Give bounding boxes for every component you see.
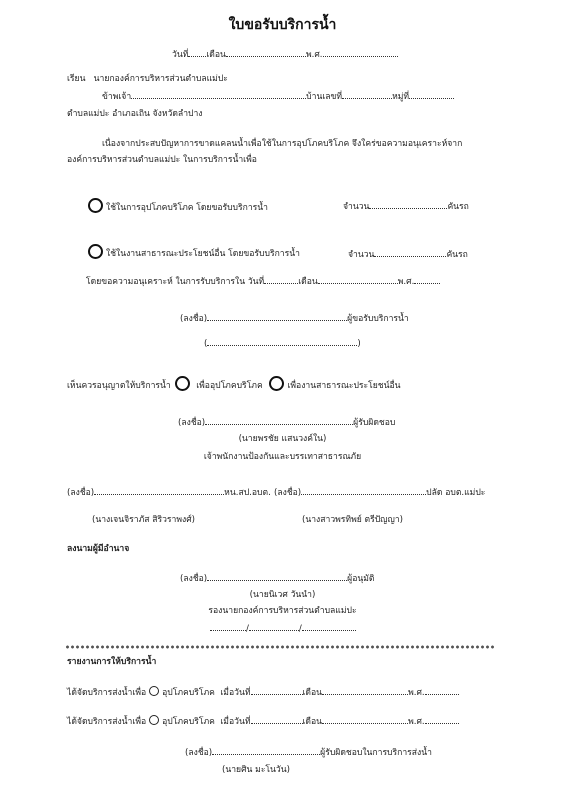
service-date-text: โดยขอความอนุเคราะห์ ในการรับบริการใน วันที่: [86, 277, 265, 287]
sign4-blank[interactable]: [207, 572, 347, 581]
month-blank[interactable]: [226, 48, 306, 57]
salutation: [67, 73, 228, 85]
report-row-1-option: อุปโภคบริโภค: [162, 688, 215, 698]
approval-option-2-radio-icon[interactable]: [269, 376, 284, 391]
sign3-right-name: (นางสาวพรทิพย์ ตรีปัญญา): [302, 515, 403, 525]
sign1-label: (ลงชื่อ): [180, 314, 208, 324]
approval-option-1-radio-icon[interactable]: [175, 376, 190, 391]
report-row-1-radio-icon[interactable]: [149, 686, 159, 696]
report-heading: รายงานการให้บริการน้ำ: [67, 657, 157, 667]
paren-open: (: [204, 339, 208, 349]
sign3-right-label: (ลงชื่อ): [274, 488, 302, 498]
day-label: วันที่: [172, 50, 189, 60]
sign3-right-blank[interactable]: [301, 486, 426, 495]
approval-option-2-label: เพื่องานสาธารณะประโยชน์อื่น: [287, 381, 401, 391]
sign2-name: (นายพรชัย แสนวงค์ใน): [238, 434, 327, 444]
approval-day-blank[interactable]: [210, 622, 246, 631]
sign4-label: (ลงชื่อ): [180, 574, 208, 584]
paren-close: ): [357, 339, 361, 349]
approver-signature: [180, 572, 375, 585]
report-row-2-year-blank[interactable]: [425, 715, 459, 724]
approval-year-blank[interactable]: [302, 622, 356, 631]
option-2-unit: คันรถ: [446, 250, 468, 260]
sign5-name: (นายศิน มะโนวัน): [222, 765, 290, 775]
sign2-blank[interactable]: [205, 416, 353, 425]
option-1-amount: [343, 200, 469, 213]
report-row-2-option: อุปโภคบริโภค: [162, 717, 215, 727]
sign4-name: (นายนิเวศ วันนำ): [249, 590, 316, 600]
sign4-role: ผู้อนุมัติ: [347, 574, 375, 584]
report-row-2-radio-icon[interactable]: [149, 715, 159, 725]
moo-blank[interactable]: [409, 90, 454, 99]
approval-month-blank[interactable]: [249, 622, 299, 631]
sign1-name-blank[interactable]: [207, 337, 357, 346]
service-month-label: เดือน: [298, 277, 318, 287]
report-row-1-year-blank[interactable]: [425, 686, 459, 695]
service-day-blank[interactable]: [264, 275, 298, 284]
requester-signature: [180, 312, 409, 325]
report-row-1-date-label: เมื่อวันที่: [220, 688, 251, 698]
salutation-to: นายกองค์การบริหารส่วนตำบลแม่ปะ: [93, 74, 228, 84]
house-no-blank[interactable]: [342, 90, 392, 99]
report-row-2-year-label: พ.ศ.: [408, 717, 425, 727]
salutation-label: เรียน: [67, 74, 86, 84]
month-label: เดือน: [206, 50, 226, 60]
report-row-2-month-label: เดือน: [302, 717, 323, 727]
service-year-blank[interactable]: [414, 275, 440, 284]
requester-line: [102, 90, 454, 103]
house-no-label: บ้านเลขที่: [306, 92, 343, 102]
report-row-2-month-blank[interactable]: [322, 715, 408, 724]
permanent-secretary-signature: [274, 486, 485, 499]
option-2-label: ใช้ในงานสาธารณะประโยชน์อื่น โดยขอรับบริการน้ำ: [106, 249, 300, 259]
address: ตำบลแม่ปะ อำเภอเถิน จังหวัดลำปาง: [67, 109, 203, 119]
approval-line: [67, 376, 401, 392]
report-row-1: [67, 686, 459, 699]
slash-1: /: [246, 624, 249, 634]
report-row-1-month-blank[interactable]: [322, 686, 408, 695]
option-2-radio-icon[interactable]: [88, 244, 103, 259]
purpose-line-1: เนื่องจากประสบปัญหาการขาดแคลนน้ำเพื่อใช้ในการอุปโภคบริโภค จึงใคร่ขอความอนุเคราะห์จาก: [102, 139, 463, 149]
report-row-2-prefix: ได้จัดบริการส่งน้ำเพื่อ: [67, 717, 147, 727]
option-1-amount-blank[interactable]: [369, 200, 447, 209]
service-date-line: [86, 275, 440, 288]
report-row-1-day-blank[interactable]: [251, 686, 303, 695]
slash-2: /: [298, 624, 302, 634]
option-2[interactable]: [88, 244, 300, 260]
sign5-label: (ลงชื่อ): [185, 748, 213, 758]
sign3-left-role: หน.สป.อบต.: [224, 488, 271, 498]
service-month-blank[interactable]: [318, 275, 398, 284]
year-blank[interactable]: [323, 48, 398, 57]
report-row-2-day-blank[interactable]: [251, 715, 303, 724]
requester-name-paren: [204, 337, 361, 350]
option-2-amount-blank[interactable]: [374, 248, 446, 257]
option-1-amount-label: จำนวน: [343, 202, 370, 212]
sign1-blank[interactable]: [207, 312, 347, 321]
approval-date: [210, 622, 356, 635]
service-signature: [185, 746, 432, 759]
authority-heading: ลงนามผู้มีอำนาจ: [67, 544, 130, 554]
report-row-1-prefix: ได้จัดบริการส่งน้ำเพื่อ: [67, 688, 147, 698]
service-year-label: พ.ศ.: [397, 277, 415, 287]
approval-prefix: เห็นควรอนุญาตให้บริการน้ำ: [67, 381, 171, 391]
sign3-left-label: (ลงชื่อ): [67, 488, 95, 498]
responsible-signature: [178, 416, 395, 429]
report-row-2: [67, 715, 459, 728]
option-2-amount: [348, 248, 468, 261]
sign4-position: รองนายกองค์การบริหารส่วนตำบลแม่ปะ: [208, 606, 357, 616]
requester-prefix: ข้าพเจ้า: [102, 92, 132, 102]
option-1-unit: คันรถ: [447, 202, 469, 212]
year-label: พ.ศ.: [305, 50, 323, 60]
report-row-2-date-label: เมื่อวันที่: [220, 717, 251, 727]
sign3-right-role: ปลัด อบต.แม่ปะ: [426, 488, 486, 498]
day-blank[interactable]: [188, 48, 206, 57]
sign5-blank[interactable]: [212, 746, 320, 755]
option-1-radio-icon[interactable]: [88, 198, 103, 213]
sign2-label: (ลงชื่อ): [178, 418, 206, 428]
approval-option-1-label: เพื่ออุปโภคบริโภค: [196, 381, 263, 391]
sign2-role: ผู้รับผิดชอบ: [353, 418, 396, 428]
sign1-role: ผู้ขอรับบริการน้ำ: [347, 314, 409, 324]
date-line: [172, 48, 398, 61]
option-2-amount-label: จำนวน: [348, 250, 375, 260]
requester-name-blank[interactable]: [131, 90, 306, 99]
form-title: ใบขอรับบริการน้ำ: [228, 17, 337, 33]
head-office-signature: [67, 486, 271, 499]
sign5-role: ผู้รับผิดชอบในการบริการส่งน้ำ: [320, 748, 432, 758]
section-divider: [65, 644, 495, 650]
option-1[interactable]: [88, 198, 268, 214]
option-1-label: ใช้ในการอุปโภคบริโภค โดยขอรับบริการน้ำ: [106, 203, 268, 213]
sign2-position: เจ้าพนักงานป้องกันและบรรเทาสาธารณภัย: [203, 452, 362, 462]
report-row-1-month-label: เดือน: [302, 688, 323, 698]
sign3-left-blank[interactable]: [94, 486, 224, 495]
report-row-1-year-label: พ.ศ.: [408, 688, 425, 698]
sign3-left-name: (นางเจนจิราภัส สิริวราพงศ์): [92, 515, 196, 525]
moo-label: หมู่ที่: [392, 92, 410, 102]
purpose-line-2: องค์การบริหารส่วนตำบลแม่ปะ ในการบริการน้ำเพื่อ: [67, 155, 257, 165]
